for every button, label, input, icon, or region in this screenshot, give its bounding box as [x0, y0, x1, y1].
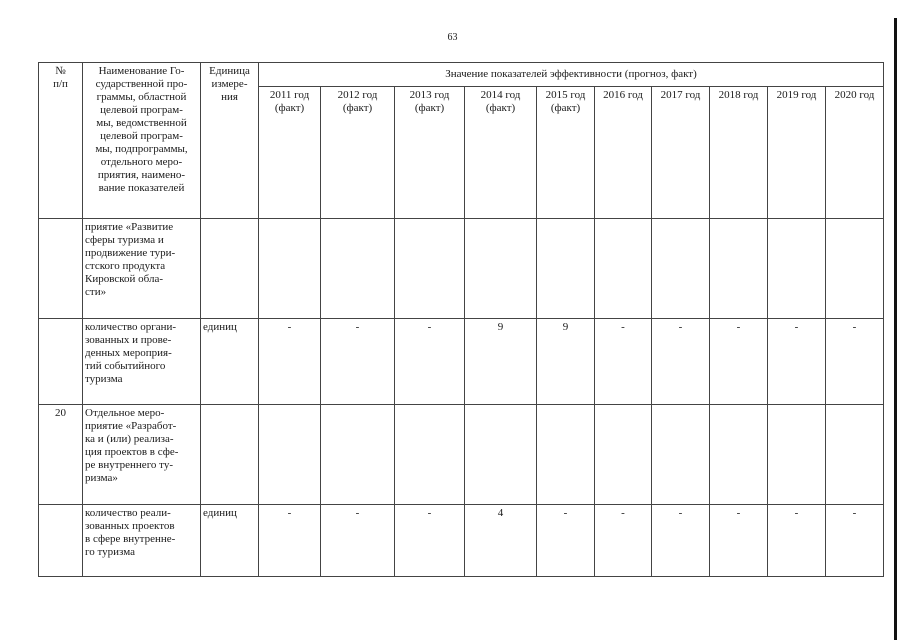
- row-name: приятие «Развитие сферы туризма и продвижение тури- стского продукта Кировской обла- сти»: [83, 219, 201, 319]
- row-value-2017: [652, 405, 710, 505]
- row-value-2017: -: [652, 505, 710, 577]
- header-year-2011: 2011 год (факт): [259, 87, 321, 219]
- header-year-2013: 2013 год (факт): [395, 87, 465, 219]
- row-value-2015: [537, 219, 595, 319]
- row-value-2016: [595, 405, 652, 505]
- header-unit: Единица измере- ния: [201, 63, 259, 219]
- header-name: Наименование Го- сударственной про- граммы, областной целевой програм- мы, ведомственной целевой програм- мы, подпрограммы, отдельного меро- приятия, наимено- вание показателей: [83, 63, 201, 219]
- row-unit: единиц: [201, 505, 259, 577]
- row-unit: [201, 219, 259, 319]
- row-value-2013: [395, 219, 465, 319]
- row-value-2014: [465, 219, 537, 319]
- row-value-2019: -: [768, 505, 826, 577]
- row-value-2014: [465, 405, 537, 505]
- header-year-2020: 2020 год: [826, 87, 884, 219]
- row-value-2011: [259, 405, 321, 505]
- row-num: [39, 505, 83, 577]
- performance-indicators-table: [38, 62, 884, 577]
- table-row: [39, 505, 884, 577]
- row-value-2018: [710, 219, 768, 319]
- row-value-2014: 9: [465, 319, 537, 405]
- row-num: [39, 219, 83, 319]
- row-value-2020: [826, 405, 884, 505]
- row-value-2016: -: [595, 505, 652, 577]
- page-number: 63: [447, 32, 458, 43]
- header-year-2015: 2015 год (факт): [537, 87, 595, 219]
- row-value-2012: -: [321, 319, 395, 405]
- row-value-2019: [768, 405, 826, 505]
- header-year-2012: 2012 год (факт): [321, 87, 395, 219]
- row-value-2016: [595, 219, 652, 319]
- row-value-2011: [259, 219, 321, 319]
- header-year-2014: 2014 год (факт): [465, 87, 537, 219]
- row-value-2017: [652, 219, 710, 319]
- header-values-group: Значение показателей эффективности (прогноз, факт): [259, 63, 884, 87]
- row-value-2020: [826, 219, 884, 319]
- row-value-2019: [768, 219, 826, 319]
- row-value-2012: [321, 219, 395, 319]
- row-value-2017: -: [652, 319, 710, 405]
- row-value-2014: 4: [465, 505, 537, 577]
- row-value-2019: -: [768, 319, 826, 405]
- row-value-2018: -: [710, 505, 768, 577]
- header-year-2017: 2017 год: [652, 87, 710, 219]
- table-row: [39, 219, 884, 319]
- table-row: [39, 319, 884, 405]
- row-num: 20: [39, 405, 83, 505]
- header-num: № п/п: [39, 63, 83, 219]
- row-value-2015: 9: [537, 319, 595, 405]
- row-value-2020: -: [826, 319, 884, 405]
- row-value-2020: -: [826, 505, 884, 577]
- row-value-2012: -: [321, 505, 395, 577]
- row-value-2018: [710, 405, 768, 505]
- row-value-2012: [321, 405, 395, 505]
- row-name: количество реали- зованных проектов в сфере внутренне- го туризма: [83, 505, 201, 577]
- header-year-2018: 2018 год: [710, 87, 768, 219]
- header-year-2016: 2016 год: [595, 87, 652, 219]
- row-value-2011: -: [259, 505, 321, 577]
- table-row: [39, 405, 884, 505]
- row-value-2015: -: [537, 505, 595, 577]
- row-value-2013: -: [395, 505, 465, 577]
- row-value-2016: -: [595, 319, 652, 405]
- row-name: Отдельное меро- приятие «Разработ- ка и (или) реализа- ция проектов в сфе- ре внутреннего ту- ризма»: [83, 405, 201, 505]
- row-num: [39, 319, 83, 405]
- row-value-2015: [537, 405, 595, 505]
- page-edge-rule: [894, 18, 897, 640]
- row-unit: единиц: [201, 319, 259, 405]
- row-unit: [201, 405, 259, 505]
- row-value-2011: -: [259, 319, 321, 405]
- row-name: количество органи- зованных и прове- денных мероприя- тий событийного туризма: [83, 319, 201, 405]
- row-value-2013: -: [395, 319, 465, 405]
- header-year-2019: 2019 год: [768, 87, 826, 219]
- row-value-2018: -: [710, 319, 768, 405]
- row-value-2013: [395, 405, 465, 505]
